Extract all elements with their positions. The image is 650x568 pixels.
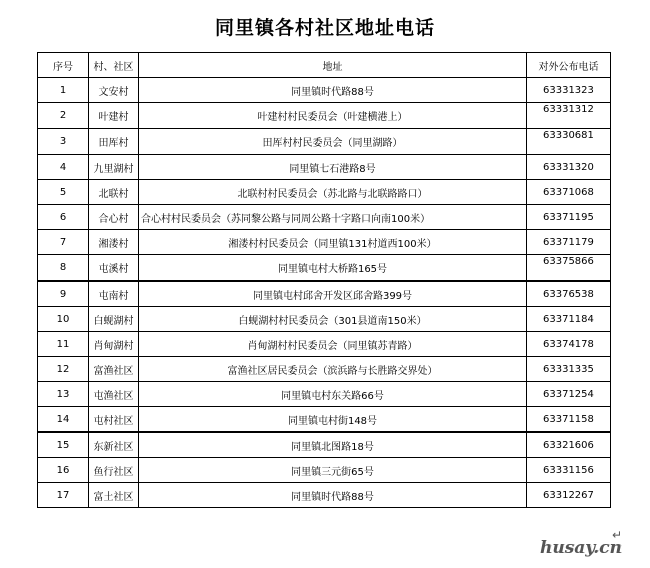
row-address: 同里镇三元街65号 xyxy=(139,458,527,483)
table-row xyxy=(38,483,611,508)
row-address: 白蚬湖村村民委员会（301县道南150米） xyxy=(139,307,527,332)
table-row xyxy=(38,180,611,205)
row-address: 同里镇屯村邱舍开发区邱舍路399号 xyxy=(139,281,527,307)
table-row xyxy=(38,155,611,180)
row-phone: 63371184 xyxy=(527,307,611,332)
row-index: 5 xyxy=(38,180,89,205)
row-index: 6 xyxy=(38,205,89,230)
header-address: 地址 xyxy=(139,53,527,78)
row-village: 屯渔社区 xyxy=(89,382,139,407)
row-index: 12 xyxy=(38,357,89,382)
row-address: 同里镇北图路18号 xyxy=(139,432,527,458)
row-village: 合心村 xyxy=(89,205,139,230)
row-address: 同里镇时代路88号 xyxy=(139,78,527,103)
row-index: 9 xyxy=(38,281,89,307)
table-row xyxy=(38,78,611,103)
table-row xyxy=(38,205,611,230)
row-address: 叶建村村民委员会（叶建横港上） xyxy=(139,103,527,129)
row-index: 3 xyxy=(38,129,89,155)
row-index: 4 xyxy=(38,155,89,180)
row-address: 北联村村民委员会（苏北路与北联路路口） xyxy=(139,180,527,205)
table-row xyxy=(38,382,611,407)
row-index: 17 xyxy=(38,483,89,508)
row-village: 富渔社区 xyxy=(89,357,139,382)
row-address: 同里镇屯村街148号 xyxy=(139,407,527,433)
table-row xyxy=(38,357,611,382)
table-row xyxy=(38,407,611,433)
address-phone-table xyxy=(37,52,611,508)
table-header-row xyxy=(38,53,611,78)
page-title: 同里镇各村社区地址电话 xyxy=(214,17,435,39)
row-phone: 63312267 xyxy=(527,483,611,508)
row-address: 肖甸湖村村民委员会（同里镇苏青路） xyxy=(139,332,527,357)
row-address: 富渔社区居民委员会（滨浜路与长胜路交界处） xyxy=(139,357,527,382)
row-phone: 63375866 xyxy=(527,255,611,282)
row-phone: 63371158 xyxy=(527,407,611,433)
table-row xyxy=(38,458,611,483)
row-index: 15 xyxy=(38,432,89,458)
row-index: 16 xyxy=(38,458,89,483)
row-phone: 63331156 xyxy=(527,458,611,483)
table-row xyxy=(38,281,611,307)
row-village: 湘溇村 xyxy=(89,230,139,255)
row-village: 富土社区 xyxy=(89,483,139,508)
table-row xyxy=(38,129,611,155)
row-phone: 63371254 xyxy=(527,382,611,407)
row-phone: 63330681 xyxy=(527,129,611,155)
row-village: 东新社区 xyxy=(89,432,139,458)
row-village: 屯溪村 xyxy=(89,255,139,282)
header-index: 序号 xyxy=(38,53,89,78)
row-village: 北联村 xyxy=(89,180,139,205)
row-index: 8 xyxy=(38,255,89,282)
header-phone: 对外公布电话 xyxy=(527,53,611,78)
site-watermark: husay.cn xyxy=(540,538,622,558)
row-index: 13 xyxy=(38,382,89,407)
row-village: 屯南村 xyxy=(89,281,139,307)
row-phone: 63331335 xyxy=(527,357,611,382)
row-village: 白蚬湖村 xyxy=(89,307,139,332)
row-phone: 63371195 xyxy=(527,205,611,230)
row-index: 14 xyxy=(38,407,89,433)
header-village: 村、社区 xyxy=(89,53,139,78)
row-village: 田厍村 xyxy=(89,129,139,155)
row-village: 叶建村 xyxy=(89,103,139,129)
row-village: 屯村社区 xyxy=(89,407,139,433)
row-phone: 63374178 xyxy=(527,332,611,357)
table-row xyxy=(38,230,611,255)
row-index: 10 xyxy=(38,307,89,332)
table-row xyxy=(38,103,611,129)
row-village: 文安村 xyxy=(89,78,139,103)
row-phone: 63371068 xyxy=(527,180,611,205)
table-row xyxy=(38,307,611,332)
row-index: 11 xyxy=(38,332,89,357)
row-address: 田厍村村民委员会（同里湖路） xyxy=(139,129,527,155)
row-index: 1 xyxy=(38,78,89,103)
row-village: 肖甸湖村 xyxy=(89,332,139,357)
table-row xyxy=(38,332,611,357)
row-index: 2 xyxy=(38,103,89,129)
row-phone: 63331312 xyxy=(527,103,611,129)
row-phone: 63331323 xyxy=(527,78,611,103)
row-address: 合心村村民委员会（苏同黎公路与同周公路十字路口向南100米） xyxy=(139,205,527,230)
row-phone: 63331320 xyxy=(527,155,611,180)
row-phone: 63376538 xyxy=(527,281,611,307)
row-village: 鱼行社区 xyxy=(89,458,139,483)
row-address: 同里镇屯村东关路66号 xyxy=(139,382,527,407)
row-address: 湘溇村村民委员会（同里镇131村道西100米） xyxy=(139,230,527,255)
row-phone: 63371179 xyxy=(527,230,611,255)
text-cursor-icon: ↵ xyxy=(612,528,623,542)
table-row xyxy=(38,255,611,282)
row-address: 同里镇七石港路8号 xyxy=(139,155,527,180)
row-address: 同里镇屯村大桥路165号 xyxy=(139,255,527,282)
row-index: 7 xyxy=(38,230,89,255)
row-village: 九里湖村 xyxy=(89,155,139,180)
row-address: 同里镇时代路88号 xyxy=(139,483,527,508)
row-phone: 63321606 xyxy=(527,432,611,458)
table-row xyxy=(38,432,611,458)
